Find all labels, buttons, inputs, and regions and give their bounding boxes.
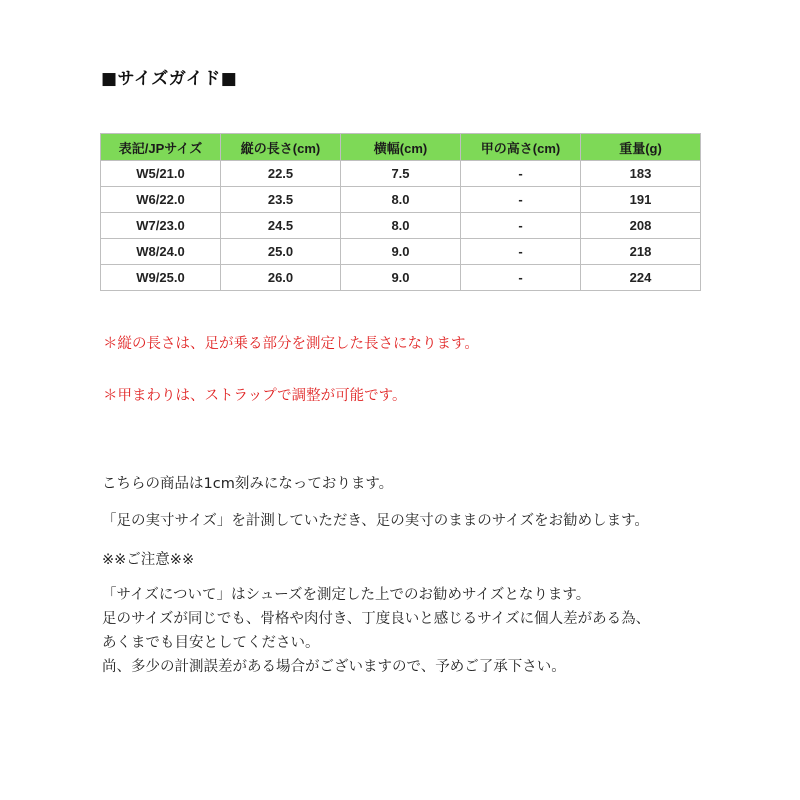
cell-weight: 208 [581, 213, 701, 239]
strap-note: ＊甲まわりは、ストラップで調整が可能です。 [103, 388, 407, 404]
cell-size: W9/25.0 [101, 265, 221, 291]
header-width: 横幅(cm) [341, 134, 461, 161]
cell-weight: 224 [581, 265, 701, 291]
cell-width: 9.0 [341, 239, 461, 265]
cell-width: 8.0 [341, 187, 461, 213]
cell-width: 8.0 [341, 213, 461, 239]
cell-instep-height: - [461, 239, 581, 265]
table-row [101, 265, 701, 291]
cell-instep-height: - [461, 161, 581, 187]
cell-instep-height: - [461, 187, 581, 213]
length-note: ＊縦の長さは、足が乗る部分を測定した長さになります。 [103, 336, 479, 352]
size-table [100, 133, 701, 291]
cell-size: W7/23.0 [101, 213, 221, 239]
header-weight: 重量(g) [581, 134, 701, 161]
cell-length: 25.0 [221, 239, 341, 265]
cell-width: 9.0 [341, 265, 461, 291]
recommendation-text: 「足の実寸サイズ」を計測していただき、足の実寸のままのサイズをお勧めします。 [102, 513, 649, 529]
caution-line: あくまでも目安としてください。 [102, 635, 320, 651]
cell-weight: 218 [581, 239, 701, 265]
table-header-row [101, 134, 701, 161]
cell-length: 22.5 [221, 161, 341, 187]
cell-instep-height: - [461, 213, 581, 239]
cell-length: 23.5 [221, 187, 341, 213]
caution-line: 尚、多少の計測誤差がある場合がございますので、予めご了承下さい。 [102, 659, 566, 675]
caution-heading: ※※ご注意※※ [102, 552, 195, 568]
increment-text: こちらの商品は1cm刻みになっております。 [102, 476, 394, 492]
caution-line: 「サイズについて」はシューズを測定した上でのお勧めサイズとなります。 [102, 587, 591, 603]
cell-size: W8/24.0 [101, 239, 221, 265]
cell-size: W5/21.0 [101, 161, 221, 187]
cell-size: W6/22.0 [101, 187, 221, 213]
cell-width: 7.5 [341, 161, 461, 187]
caution-line: 足のサイズが同じでも、骨格や肉付き、丁度良いと感じるサイズに個人差がある為、 [102, 611, 651, 627]
header-size: 表記/JPサイズ [101, 134, 221, 161]
cell-weight: 191 [581, 187, 701, 213]
cell-length: 24.5 [221, 213, 341, 239]
caution-paragraph [102, 583, 650, 679]
table-row [101, 161, 701, 187]
cell-length: 26.0 [221, 265, 341, 291]
cell-weight: 183 [581, 161, 701, 187]
header-length: 縦の長さ(cm) [221, 134, 341, 161]
header-instep-height: 甲の高さ(cm) [461, 134, 581, 161]
cell-instep-height: - [461, 265, 581, 291]
table-row [101, 239, 701, 265]
table-row [101, 213, 701, 239]
table-row [101, 187, 701, 213]
page-title: ■サイズガイド■ [101, 69, 238, 89]
